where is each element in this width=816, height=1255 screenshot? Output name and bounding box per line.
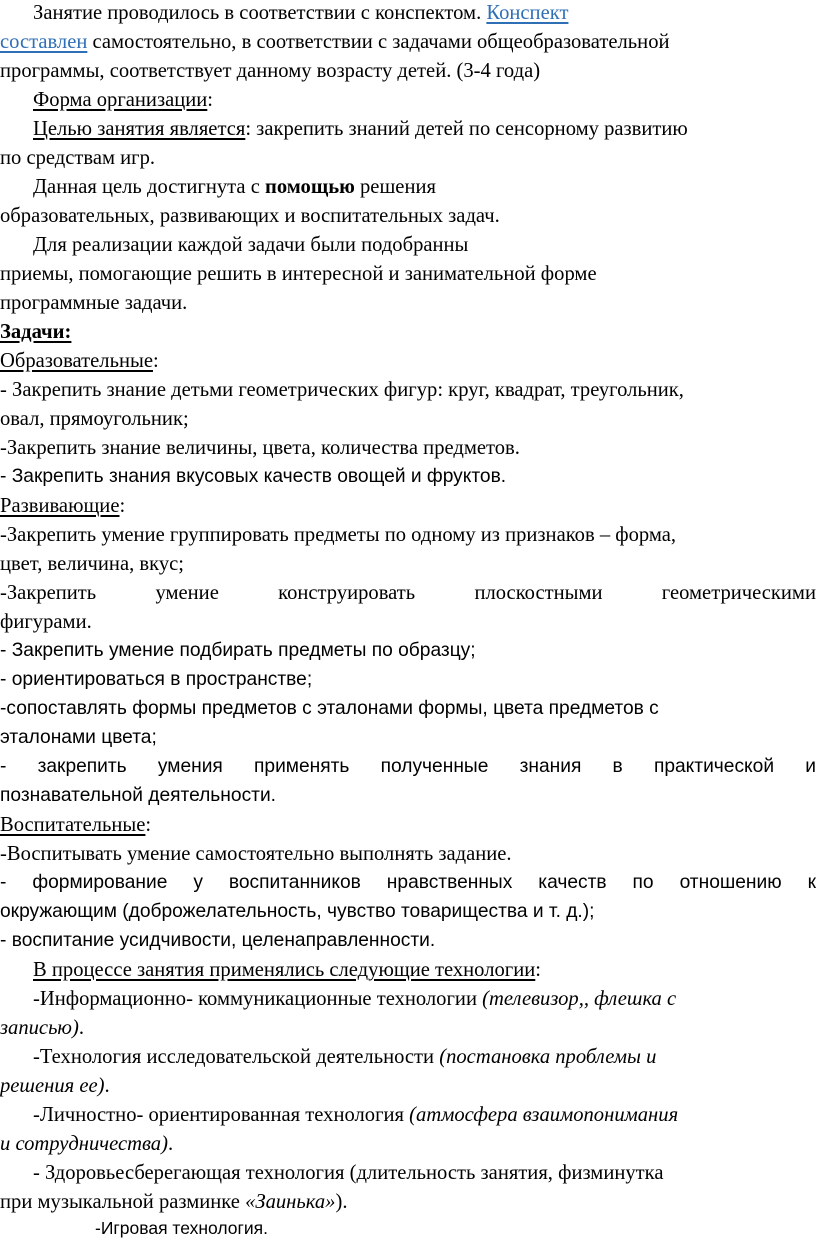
word: геометрическими <box>661 582 816 604</box>
tech-note: «Заинька» <box>245 1191 336 1213</box>
developing-item: фигурами. <box>0 611 92 633</box>
word: к <box>807 872 816 893</box>
upbringing-item: -Воспитывать умение самостоятельно выполнять задание. <box>0 843 512 865</box>
developing-item: - ориентироваться в пространстве; <box>0 669 313 690</box>
word: формирование <box>32 872 168 893</box>
upbringing-colon: : <box>145 814 152 836</box>
developing-item: цвет, величина, вкус; <box>0 553 184 575</box>
upbringing-heading <box>0 815 151 836</box>
developing-item: -сопоставлять формы предметов с эталонами формы, цвета предметов с <box>0 698 659 719</box>
tech-end: ). <box>335 1191 348 1213</box>
methods-line-3: программные задачи. <box>0 292 188 314</box>
tech-end: . <box>167 1133 174 1155</box>
intro-line-1 <box>33 3 568 24</box>
tech-note: и сотрудничества) <box>0 1133 168 1155</box>
tech-text: -Информационно- коммуникационные технологии <box>33 988 483 1010</box>
educational-item: овал, прямоугольник; <box>0 408 189 430</box>
tasks-heading: Задачи: <box>0 321 72 343</box>
tech-note: записью) <box>0 1017 79 1039</box>
developing-heading <box>0 496 125 517</box>
tech-personal-line-2 <box>0 1134 173 1155</box>
word: у <box>193 872 203 893</box>
educational-item: - Закрепить знание детьми геометрических фигур: круг, квадрат, треугольник, <box>0 379 684 401</box>
tech-text: при музыкальной разминке <box>0 1191 246 1213</box>
form-organization <box>33 90 213 111</box>
word: отношению <box>679 872 782 893</box>
methods-line-2: приемы, помогающие решить в интересной и занимательной форме <box>0 263 597 285</box>
intro-line-3: программы, соответствует данному возрасту детей. (3-4 года) <box>0 60 541 82</box>
word: в <box>612 756 623 777</box>
tech-end: . <box>104 1075 110 1097</box>
word: -Закрепить <box>0 582 97 604</box>
word: конструировать <box>278 582 416 604</box>
educational-label: Образовательные <box>0 350 153 372</box>
tech-note: (телевизор,, флешка с <box>482 988 677 1010</box>
developing-item: эталонами цвета; <box>0 727 157 748</box>
goal-line-1 <box>33 119 688 140</box>
developing-item-justified <box>0 757 816 776</box>
tech-health-line-1: - Здоровьесберегающая технология (длительность занятия, физминутка <box>33 1162 664 1184</box>
word: закрепить <box>37 756 127 777</box>
tech-ict-line-2 <box>0 1018 84 1039</box>
word: нравственных <box>386 872 513 893</box>
word: плоскостными <box>474 582 603 604</box>
word: умения <box>157 756 223 777</box>
tech-game: -Игровая технология. <box>95 1218 268 1238</box>
educational-heading <box>0 351 159 372</box>
developing-item: - Закрепить умение подбирать предметы по образцу; <box>0 640 476 661</box>
methods-line-1: Для реализации каждой задачи были подобранны <box>33 234 469 256</box>
developing-item: -Закрепить умение группировать предметы по одному из признаков – форма, <box>0 524 677 546</box>
word: качеств <box>538 872 607 893</box>
tech-note: (постановка проблемы и <box>439 1046 657 1068</box>
intro-text: самостоятельно, в соответствии с задачами общеобразовательной <box>87 31 670 53</box>
tech-text: -Технология исследовательской деятельности <box>33 1046 440 1068</box>
educational-item: -Закрепить знание величины, цвета, количества предметов. <box>0 437 520 459</box>
word: воспитанников <box>228 872 361 893</box>
developing-item: познавательной деятельности. <box>0 785 277 806</box>
goal-line-2: по средствам игр. <box>0 147 156 169</box>
goal-text: : закрепить знаний детей по сенсорному развитию <box>245 118 688 140</box>
educational-colon: : <box>152 350 159 372</box>
form-colon: : <box>207 89 214 111</box>
word: по <box>632 872 654 893</box>
developing-label: Развивающие <box>0 495 120 517</box>
upbringing-item: окружающим (доброжелательность, чувство товарищества и т. д.); <box>0 901 595 922</box>
word: - <box>0 872 7 893</box>
tech-note: (атмосфера взаимопонимания <box>409 1104 679 1126</box>
word: и <box>805 756 816 777</box>
goal-label: Целью занятия является <box>33 118 246 140</box>
achieved-bold: помощью <box>265 176 355 198</box>
word: - <box>0 756 7 777</box>
tech-research-line-2 <box>0 1076 110 1097</box>
form-label: Форма организации <box>33 89 208 111</box>
technologies-heading <box>33 960 541 981</box>
achieved-line-1 <box>33 177 436 198</box>
word: полученные <box>380 756 489 777</box>
achieved-pre: Данная цель достигнута с <box>33 176 266 198</box>
word: применять <box>254 756 350 777</box>
upbringing-label: Воспитательные <box>0 814 146 836</box>
tech-note: решения ее) <box>0 1075 105 1097</box>
upbringing-item-justified <box>0 873 816 892</box>
intro-line-2 <box>0 32 670 53</box>
tech-personal-line-1 <box>33 1105 678 1126</box>
achieved-post: решения <box>354 176 436 198</box>
upbringing-item: - воспитание усидчивости, целенаправленности. <box>0 930 436 951</box>
educational-item: - Закрепить знания вкусовых качеств овощей и фруктов. <box>0 466 507 487</box>
konspekt-link[interactable]: Конспект <box>486 2 569 24</box>
technologies-colon: : <box>535 959 542 981</box>
achieved-line-2: образовательных, развивающих и воспитательных задач. <box>0 205 500 227</box>
developing-item-justified <box>0 583 816 604</box>
tech-text: -Личностно- ориентированная технология <box>33 1104 410 1126</box>
intro-text: Занятие проводилось в соответствии с конспектом. <box>33 2 487 24</box>
word: знания <box>519 756 582 777</box>
word: умение <box>155 582 219 604</box>
tech-health-line-2 <box>0 1192 348 1213</box>
developing-colon: : <box>119 495 126 517</box>
sostavlen-link[interactable]: составлен <box>0 31 88 53</box>
tech-ict-line-1 <box>33 989 676 1010</box>
technologies-label: В процессе занятия применялись следующие технологии <box>33 959 536 981</box>
tech-end: . <box>78 1017 84 1039</box>
word: практической <box>653 756 775 777</box>
tech-research-line-1 <box>33 1047 656 1068</box>
